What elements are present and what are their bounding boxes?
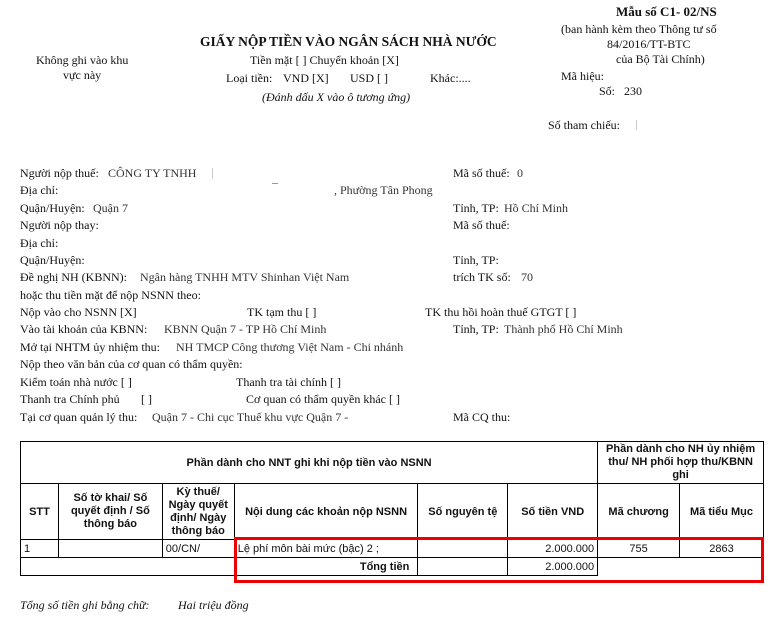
issued-line-1: (ban hành kèm theo Thông tư số <box>561 22 717 36</box>
nnt-section-header: Phần dành cho NNT ghi khi nộp tiền vào NSNN <box>21 442 598 484</box>
row-content: Lệ phí môn bài mức (bậc) 2 ; <box>234 540 418 558</box>
total-value: 2.000.000 <box>508 558 598 576</box>
province-value: Hồ Chí Minh <box>504 201 569 215</box>
province2-label: Tỉnh, TP: <box>453 253 499 267</box>
currency-label: Loại tiền: <box>226 71 273 85</box>
table-row <box>21 540 764 558</box>
document-title: GIẤY NỘP TIỀN VÀO NGÂN SÁCH NHÀ NƯỚC <box>200 34 497 49</box>
district2-label: Quận/Huyện: <box>20 253 85 267</box>
total-row <box>21 558 764 576</box>
row-chapter: 755 <box>598 540 680 558</box>
province3-label: Tỉnh, TP: <box>453 322 499 336</box>
address-value: , Phường Tân Phong <box>334 183 433 197</box>
nhtm-label: Mở tại NHTM ủy nhiệm thu: <box>20 340 161 354</box>
address2-label: Địa chỉ: <box>20 236 59 250</box>
province3-value: Thành phố Hồ Chí Minh <box>504 322 623 336</box>
col-vnd: Số tiền VND <box>508 484 598 540</box>
bank-section-header: Phần dành cho NH ủy nhiệm thu/ NH phối hợp thu/KBNN ghi <box>598 442 764 484</box>
row-period: 00/CN/ <box>162 540 234 558</box>
number-value: 230 <box>624 84 642 98</box>
district-label: Quận/Huyện: <box>20 201 85 215</box>
currency-other: Khác:.... <box>430 71 471 85</box>
amount-words-label: Tổng số tiền ghi bằng chữ: <box>20 598 150 612</box>
form-code: Mẫu số C1- 02/NS <box>616 4 717 19</box>
temp-account: TK tạm thu [ ] <box>247 305 317 319</box>
code-label: Mã hiệu: <box>561 69 604 83</box>
other-authority-option: Cơ quan có thẩm quyền khác [ ] <box>246 392 400 406</box>
issued-line-3: của Bộ Tài Chính) <box>616 52 705 66</box>
bank-request-value: Ngân hàng TNHH MTV Shinhan Việt Nam <box>140 270 350 284</box>
bank-request-label: Đề nghị NH (KBNN): <box>20 270 127 284</box>
taxpayer-label: Người nộp thuế: <box>20 166 99 180</box>
instruction-text: (Đánh dấu X vào ô tương ứng) <box>262 90 411 104</box>
account-value: 70 <box>521 270 533 284</box>
amount-words-value: Hai triệu đồng <box>178 598 249 612</box>
row-stt: 1 <box>21 540 59 558</box>
gov-inspect-box: [ ] <box>141 392 152 406</box>
total-spacer <box>21 558 235 576</box>
row-vnd: 2.000.000 <box>508 540 598 558</box>
issued-line-2: 84/2016/TT-BTC <box>607 37 691 51</box>
agency-code-label: Mã CQ thu: <box>453 410 511 424</box>
col-stt: STT <box>21 484 59 540</box>
agency-value: Quận 7 - Chi cục Thuế khu vực Quận 7 - <box>152 410 349 424</box>
vat-refund: TK thu hồi hoàn thuế GTGT [ ] <box>425 305 577 319</box>
left-note-1: Không ghi vào khu <box>36 53 129 67</box>
reference-label: Số tham chiếu: <box>548 118 620 132</box>
row-sub-item: 2863 <box>680 540 764 558</box>
payer-for-label: Người nộp thay: <box>20 218 99 232</box>
col-content: Nội dung các khoản nộp NSNN <box>234 484 418 540</box>
gov-inspect-option: Thanh tra Chính phủ <box>20 392 120 406</box>
tax-code-label: Mã số thuế: <box>453 166 510 180</box>
col-doc-no: Số tờ khai/ Số quyết định / Số thông báo <box>58 484 162 540</box>
kbnn-label: Vào tài khoản của KBNN: <box>20 322 148 336</box>
district-value: Quận 7 <box>93 201 128 215</box>
col-chapter: Mã chương <box>598 484 680 540</box>
address-label: Địa chỉ: <box>20 183 59 197</box>
reference-redacted <box>636 120 637 130</box>
cash-line: hoặc thu tiền mặt để nộp NSNN theo: <box>20 288 201 302</box>
account-label: trích TK số: <box>453 270 511 284</box>
payment-table <box>20 441 764 576</box>
province-label: Tỉnh, TP: <box>453 201 499 215</box>
taxpayer-value: CÔNG TY TNHH <box>108 166 197 180</box>
nsnn-line: Nộp vào cho NSNN [X] <box>20 305 137 319</box>
total-foreign <box>418 558 508 576</box>
audit-option: Kiểm toán nhà nước [ ] <box>20 375 132 389</box>
total-label: Tổng tiền <box>234 558 418 576</box>
currency-vnd: VND [X] <box>283 71 329 85</box>
agency-label: Tại cơ quan quản lý thu: <box>20 410 138 424</box>
currency-usd: USD [ ] <box>350 71 388 85</box>
nhtm-value: NH TMCP Công thương Việt Nam - Chi nhánh <box>176 340 404 354</box>
col-sub-item: Mã tiểu Mục <box>680 484 764 540</box>
tax-code2-label: Mã số thuế: <box>453 218 510 232</box>
col-period: Kỳ thuế/ Ngày quyết định/ Ngày thông báo <box>162 484 234 540</box>
taxpayer-redacted <box>212 168 213 179</box>
row-doc-no <box>58 540 162 558</box>
tax-code-value: 0 <box>517 166 523 180</box>
number-label: Số: <box>599 84 616 98</box>
col-foreign: Số nguyên tệ <box>418 484 508 540</box>
authority-line: Nộp theo văn bản của cơ quan có thẩm quyền: <box>20 357 243 371</box>
address-redacted <box>272 183 278 184</box>
payment-method: Tiền mặt [ ] Chuyển khoản [X] <box>250 53 399 67</box>
kbnn-value: KBNN Quận 7 - TP Hồ Chí Minh <box>164 322 327 336</box>
total-blank-2 <box>680 558 764 576</box>
finance-inspect-option: Thanh tra tài chính [ ] <box>236 375 341 389</box>
left-note-2: vực này <box>63 68 102 82</box>
total-blank-1 <box>598 558 680 576</box>
row-foreign <box>418 540 508 558</box>
